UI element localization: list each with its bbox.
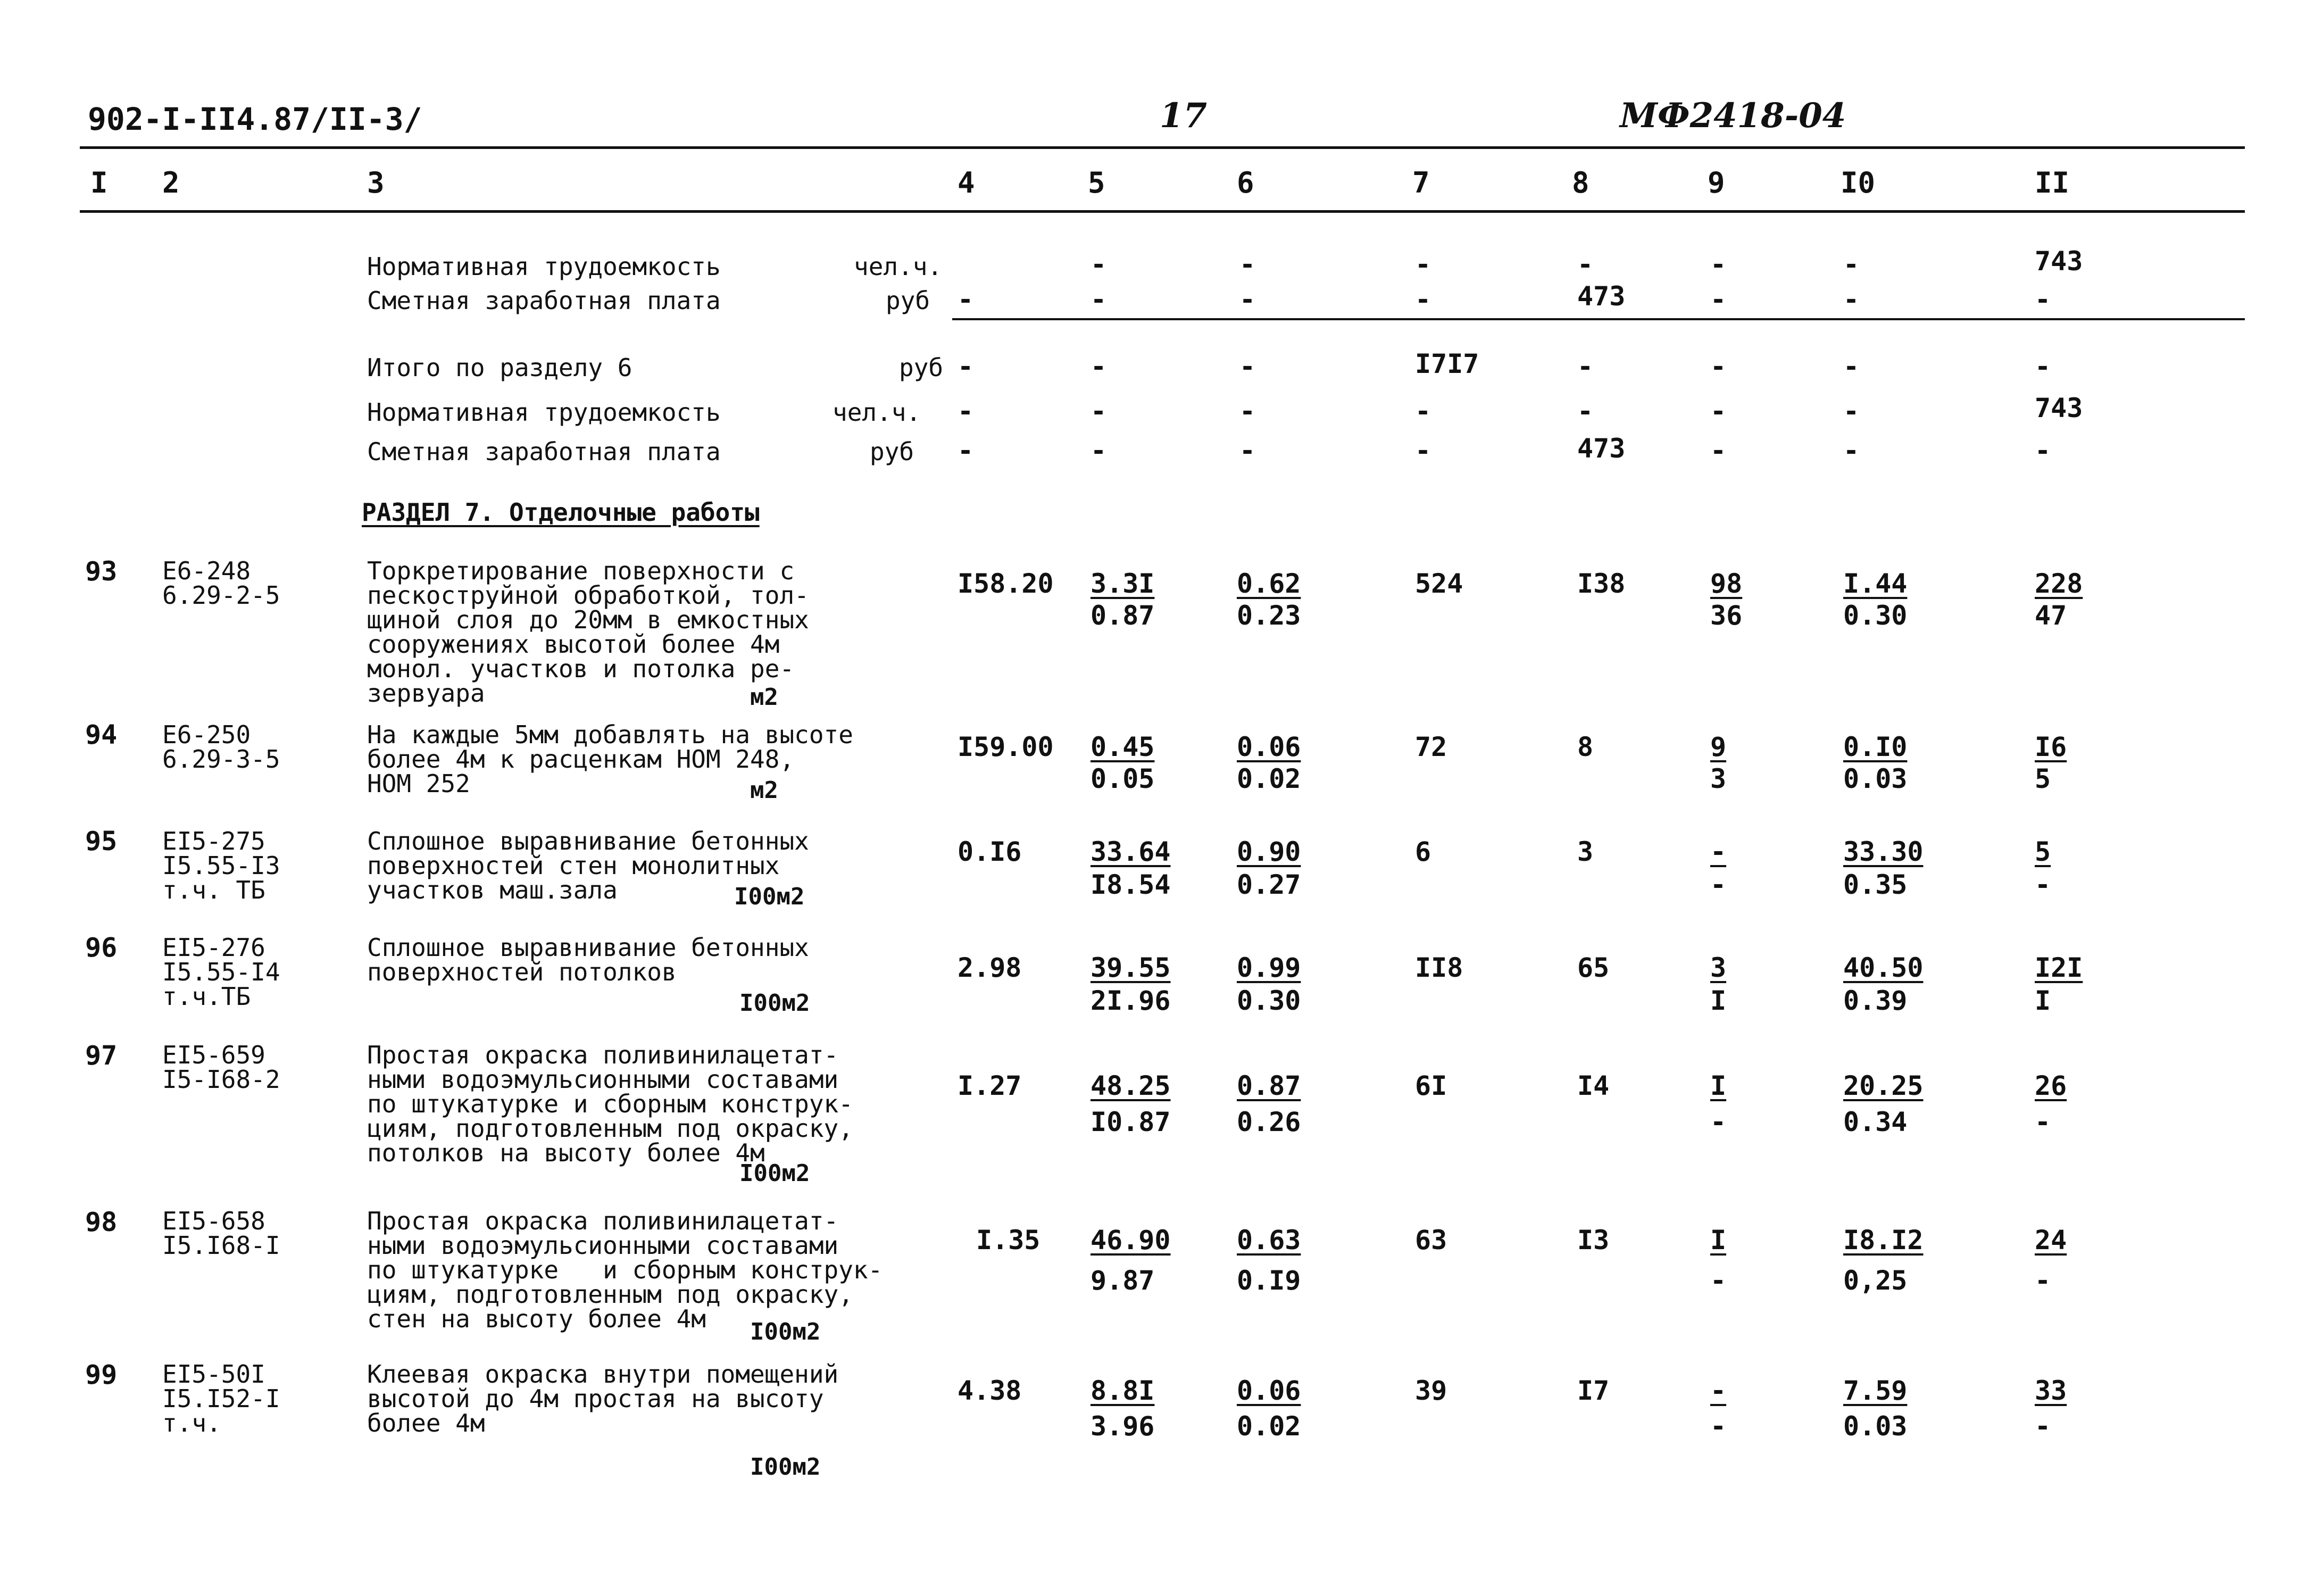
column-header: I0 <box>1841 166 1876 200</box>
cell: - <box>1843 351 1860 382</box>
cell-top: 33.30 <box>1843 836 1924 867</box>
work-description: Простая окраска поливинилацетат- ными водоэмульсионными составами по штукатурке и сборным конструк- циям, подготовленным под окраску, стен на высоту более 4м <box>367 1207 883 1333</box>
cell-bottom: 0.87 <box>1090 600 1155 631</box>
cell-bottom: - <box>2035 1107 2051 1137</box>
unit-of-measure: I00м2 <box>739 1160 810 1187</box>
cell-bottom: I <box>1710 985 1727 1016</box>
row-number: 95 <box>85 826 118 857</box>
work-description: Торкретирование поверхности с пескоструйной обработкой, тол- щиной слоя до 20мм в емкостных сооружениях высотой более 4м монол. участков и потолка ре- зервуара <box>367 556 809 708</box>
cell-top: 0.45 <box>1090 732 1155 762</box>
column-header: 8 <box>1572 166 1589 200</box>
column-header: 3 <box>367 166 385 200</box>
work-description: Клеевая окраска внутри помещений высотой до 4м простая на высоту более 4м <box>367 1360 839 1437</box>
cell-bottom: 0.27 <box>1237 869 1301 900</box>
cell-top: 0.62 <box>1237 568 1301 599</box>
cell: - <box>1090 249 1107 280</box>
cell-bottom: 0.I9 <box>1237 1265 1301 1296</box>
unit-of-measure: I00м2 <box>734 883 805 910</box>
unit-of-measure: I00м2 <box>739 990 810 1017</box>
cell: 743 <box>2035 393 2083 423</box>
cell-top: 3 <box>1710 952 1727 983</box>
cell-top: 0.06 <box>1237 732 1301 762</box>
cell: 743 <box>2035 246 2083 277</box>
cell: 72 <box>1415 732 1447 762</box>
cell-top: I <box>1710 1070 1727 1101</box>
cell-top: 0.06 <box>1237 1375 1301 1406</box>
cell: - <box>1090 284 1107 315</box>
cell-top: 0.63 <box>1237 1225 1301 1256</box>
cell-bottom: 0.30 <box>1843 600 1908 631</box>
cell-bottom: 2I.96 <box>1090 985 1171 1016</box>
cell: - <box>1239 396 1256 427</box>
cell: 473 <box>1577 281 1626 312</box>
summary-divider-rule <box>952 318 2245 320</box>
section-title: РАЗДЕЛ 7. Отделочные работы <box>362 498 760 527</box>
cell: 63 <box>1415 1225 1447 1256</box>
cell: - <box>1090 396 1107 427</box>
unit-of-measure: I00м2 <box>750 1453 821 1481</box>
cell-bottom: - <box>1710 1265 1727 1296</box>
cell-top: 40.50 <box>1843 952 1924 983</box>
cell-top: 0.90 <box>1237 836 1301 867</box>
norm-code: Е6-248 6.29-2-5 <box>162 556 280 610</box>
cell-bottom: 0.26 <box>1237 1107 1301 1137</box>
cell-bottom: 0.02 <box>1237 763 1301 794</box>
cell: 3 <box>1577 836 1594 867</box>
cell: I38 <box>1577 568 1626 599</box>
header-top-rule <box>80 146 2245 149</box>
cell: - <box>1710 351 1727 382</box>
cell-bottom: 0.03 <box>1843 763 1908 794</box>
cell-bottom: - <box>1710 1411 1727 1442</box>
cell: - <box>1577 351 1594 382</box>
cell-top: I.44 <box>1843 568 1908 599</box>
cell-top: 5 <box>2035 836 2051 867</box>
page-number: 17 <box>1160 96 1208 136</box>
work-description: Сплошное выравнивание бетонных поверхностей потолков <box>367 933 809 986</box>
cell-top: 7.59 <box>1843 1375 1908 1406</box>
cell: II8 <box>1415 952 1463 983</box>
summary-unit: чел.ч. <box>833 398 921 427</box>
cell: - <box>1239 249 1256 280</box>
cell: I7 <box>1577 1375 1610 1406</box>
quantity: 4.38 <box>958 1375 1022 1406</box>
cell-top: - <box>1710 836 1727 867</box>
cell: - <box>958 435 974 466</box>
cell-bottom: - <box>2035 1411 2051 1442</box>
cell-top: 0.99 <box>1237 952 1301 983</box>
cell: - <box>2035 284 2051 315</box>
column-header: 7 <box>1412 166 1430 200</box>
cell: - <box>1415 396 1431 427</box>
cell: 6 <box>1415 836 1431 867</box>
summary-label: Нормативная трудоемкость <box>367 252 721 281</box>
summary-unit: руб <box>899 353 944 382</box>
cell: 65 <box>1577 952 1610 983</box>
cell-top: - <box>1710 1375 1727 1406</box>
cell-bottom: 0.23 <box>1237 600 1301 631</box>
cell: - <box>1577 396 1594 427</box>
cell: 524 <box>1415 568 1463 599</box>
cell: - <box>1415 284 1431 315</box>
cell-bottom: - <box>2035 869 2051 900</box>
cell-bottom: - <box>1710 1107 1727 1137</box>
row-number: 99 <box>85 1359 118 1390</box>
cell: - <box>1843 396 1860 427</box>
cell: I4 <box>1577 1070 1610 1101</box>
cell-top: 24 <box>2035 1225 2067 1256</box>
cell: I7I7 <box>1415 348 1479 379</box>
cell-bottom: 0.05 <box>1090 763 1155 794</box>
cell: - <box>1577 249 1594 280</box>
cell: - <box>958 396 974 427</box>
cell: - <box>1710 284 1727 315</box>
cell-top: 8.8I <box>1090 1375 1155 1406</box>
summary-label: Сметная заработная плата <box>367 437 721 466</box>
cell-top: I <box>1710 1225 1727 1256</box>
cell: - <box>1239 351 1256 382</box>
cell: - <box>1710 435 1727 466</box>
unit-of-measure: м2 <box>750 777 778 804</box>
norm-code: ЕI5-658 I5.I68-I <box>162 1207 280 1260</box>
cell-top: 0.87 <box>1237 1070 1301 1101</box>
column-header: 6 <box>1237 166 1254 200</box>
cell-bottom: 0.35 <box>1843 869 1908 900</box>
cell-bottom: 3 <box>1710 763 1727 794</box>
row-number: 94 <box>85 719 118 750</box>
cell-top: 33.64 <box>1090 836 1171 867</box>
cell-bottom: 0.34 <box>1843 1107 1908 1137</box>
cell: - <box>2035 351 2051 382</box>
cell-top: I2I <box>2035 952 2083 983</box>
cell-bottom: 36 <box>1710 600 1743 631</box>
cell-top: 39.55 <box>1090 952 1171 983</box>
cell-top: I8.I2 <box>1843 1225 1924 1256</box>
cell: - <box>1415 249 1431 280</box>
cell-top: 46.90 <box>1090 1225 1171 1256</box>
norm-code: ЕI5-275 I5.55-I3 т.ч. ТБ <box>162 827 280 904</box>
section-total-label: Итого по разделу 6 <box>367 353 632 382</box>
row-number: 96 <box>85 932 118 963</box>
cell-top: 98 <box>1710 568 1743 599</box>
cell-top: I6 <box>2035 732 2067 762</box>
column-header: I <box>90 166 108 200</box>
unit-of-measure: I00м2 <box>750 1318 821 1345</box>
cell-bottom: I0.87 <box>1090 1107 1171 1137</box>
norm-code: ЕI5-659 I5-I68-2 <box>162 1041 280 1094</box>
cell: - <box>1090 435 1107 466</box>
cell: 473 <box>1577 433 1626 464</box>
summary-label: Нормативная трудоемкость <box>367 398 721 427</box>
document-code: 902-I-II4.87/II-3/ <box>88 101 422 137</box>
cell-top: 228 <box>2035 568 2083 599</box>
column-header: 9 <box>1708 166 1725 200</box>
cell: - <box>1415 435 1431 466</box>
quantity: 0.I6 <box>958 836 1022 867</box>
cell: I3 <box>1577 1225 1610 1256</box>
norm-code: ЕI5-50I I5.I52-I т.ч. <box>162 1360 280 1437</box>
cell-bottom: 9.87 <box>1090 1265 1155 1296</box>
cell: - <box>1090 351 1107 382</box>
cell-top: 33 <box>2035 1375 2067 1406</box>
cell-bottom: 47 <box>2035 600 2067 631</box>
quantity: I.35 <box>976 1225 1040 1256</box>
cell: 8 <box>1577 732 1594 762</box>
cell-bottom: 3.96 <box>1090 1411 1155 1442</box>
cell-top: 48.25 <box>1090 1070 1171 1101</box>
summary-label: Сметная заработная плата <box>367 286 721 315</box>
summary-unit: руб <box>886 286 930 315</box>
column-header: 2 <box>162 166 180 200</box>
cell: - <box>2035 435 2051 466</box>
column-header: 5 <box>1088 166 1105 200</box>
cell-bottom: 0,25 <box>1843 1265 1908 1296</box>
cell-top: 3.3I <box>1090 568 1155 599</box>
cell-bottom: - <box>2035 1265 2051 1296</box>
row-number: 97 <box>85 1040 118 1071</box>
quantity: I59.00 <box>958 732 1054 762</box>
cell: 39 <box>1415 1375 1447 1406</box>
cell: - <box>1843 435 1860 466</box>
summary-unit: руб <box>870 437 914 466</box>
quantity: I.27 <box>958 1070 1022 1101</box>
work-description: Сплошное выравнивание бетонных поверхностей стен монолитных участков маш.зала <box>367 827 809 904</box>
cell: - <box>1239 284 1256 315</box>
summary-unit: чел.ч. <box>854 252 943 281</box>
cell-bottom: 0.03 <box>1843 1411 1908 1442</box>
cell: - <box>958 351 974 382</box>
quantity: I58.20 <box>958 568 1054 599</box>
cell-bottom: 0.39 <box>1843 985 1908 1016</box>
norm-code: Е6-250 6.29-3-5 <box>162 720 280 774</box>
cell-top: 9 <box>1710 732 1727 762</box>
cell-top: 0.I0 <box>1843 732 1908 762</box>
column-header: 4 <box>958 166 975 200</box>
cell: - <box>1843 284 1860 315</box>
row-number: 98 <box>85 1207 118 1237</box>
cell-bottom: I <box>2035 985 2051 1016</box>
cell: - <box>1843 249 1860 280</box>
row-number: 93 <box>85 556 118 587</box>
norm-code: ЕI5-276 I5.55-I4 т.ч.ТБ <box>162 933 280 1011</box>
reference-code: МФ2418-04 <box>1620 96 1846 136</box>
cell-bottom: - <box>1710 869 1727 900</box>
cell: - <box>1239 435 1256 466</box>
work-description: Простая окраска поливинилацетат- ными водоэмульсионными составами по штукатурке и сборным конструк- циям, подготовленным под окраску, потолков на высоту более 4м <box>367 1041 853 1167</box>
column-header: II <box>2035 166 2070 200</box>
quantity: 2.98 <box>958 952 1022 983</box>
cell: - <box>1710 396 1727 427</box>
cell-bottom: I8.54 <box>1090 869 1171 900</box>
cell: 6I <box>1415 1070 1447 1101</box>
cell-top: 26 <box>2035 1070 2067 1101</box>
cell: - <box>958 284 974 315</box>
header-bottom-rule <box>80 210 2245 213</box>
cell-bottom: 0.30 <box>1237 985 1301 1016</box>
cell-bottom: 5 <box>2035 763 2051 794</box>
work-description: На каждые 5мм добавлять на высоте более 4м к расценкам НОМ 248, НОМ 252 <box>367 720 853 798</box>
cell-bottom: 0.02 <box>1237 1411 1301 1442</box>
unit-of-measure: м2 <box>750 684 778 711</box>
cell-top: 20.25 <box>1843 1070 1924 1101</box>
cell: - <box>1710 249 1727 280</box>
